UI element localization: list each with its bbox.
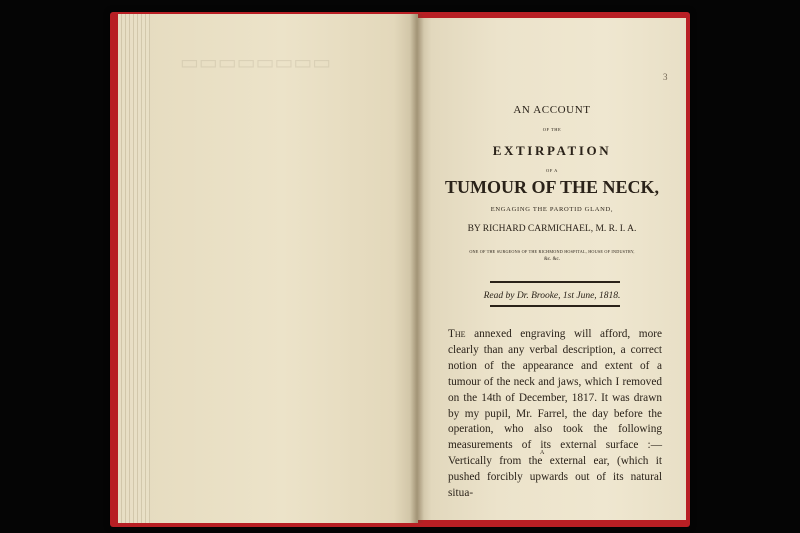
author-affiliation-etc: &c. &c. — [544, 257, 560, 262]
body-text: annexed engraving will afford, more clearly than any verbal description, a correct notion of the appearance and extent of a tumour of the neck and jaws, which I removed on the 14th of December, 1817. It was drawn by my pupil, Mr. Farrel, the day before the operation, who also took the following measurements of its external surface :—Vertically from the external ear, (which it pushed forcibly upwards out of its natural situa- — [448, 328, 662, 500]
heading-extirpation: EXTIRPATION — [492, 143, 612, 158]
page-number: 3 — [663, 72, 668, 82]
rule-top — [490, 281, 620, 283]
bleed-through-ghost-text: ▭▭▭▭▭▭▭▭ — [180, 52, 332, 74]
rule-bottom — [490, 305, 620, 307]
author-affiliation: ONE OF THE SURGEONS OF THE RICHMOND HOSPITAL, HOUSE OF INDUSTRY, — [469, 249, 635, 254]
book-gutter — [410, 14, 424, 523]
heading-of-the: OF THE — [542, 127, 562, 132]
heading-tumour-of-the-neck: TUMOUR OF THE NECK, — [444, 177, 659, 197]
body-paragraph — [448, 327, 662, 502]
read-note: Read by Dr. Brooke, 1st June, 1818. — [483, 291, 621, 301]
left-flyleaf-page — [118, 14, 418, 523]
author-byline: BY RICHARD CARMICHAEL, M. R. I. A. — [467, 224, 637, 234]
signature-mark: A — [540, 450, 545, 456]
heading-an-account: AN ACCOUNT — [513, 104, 591, 116]
body-first-word: The — [448, 328, 466, 340]
page-block-edge — [118, 14, 150, 523]
heading-of-a: OF A — [546, 168, 558, 173]
heading-engaging-parotid-gland: ENGAGING THE PAROTID GLAND, — [490, 206, 614, 213]
